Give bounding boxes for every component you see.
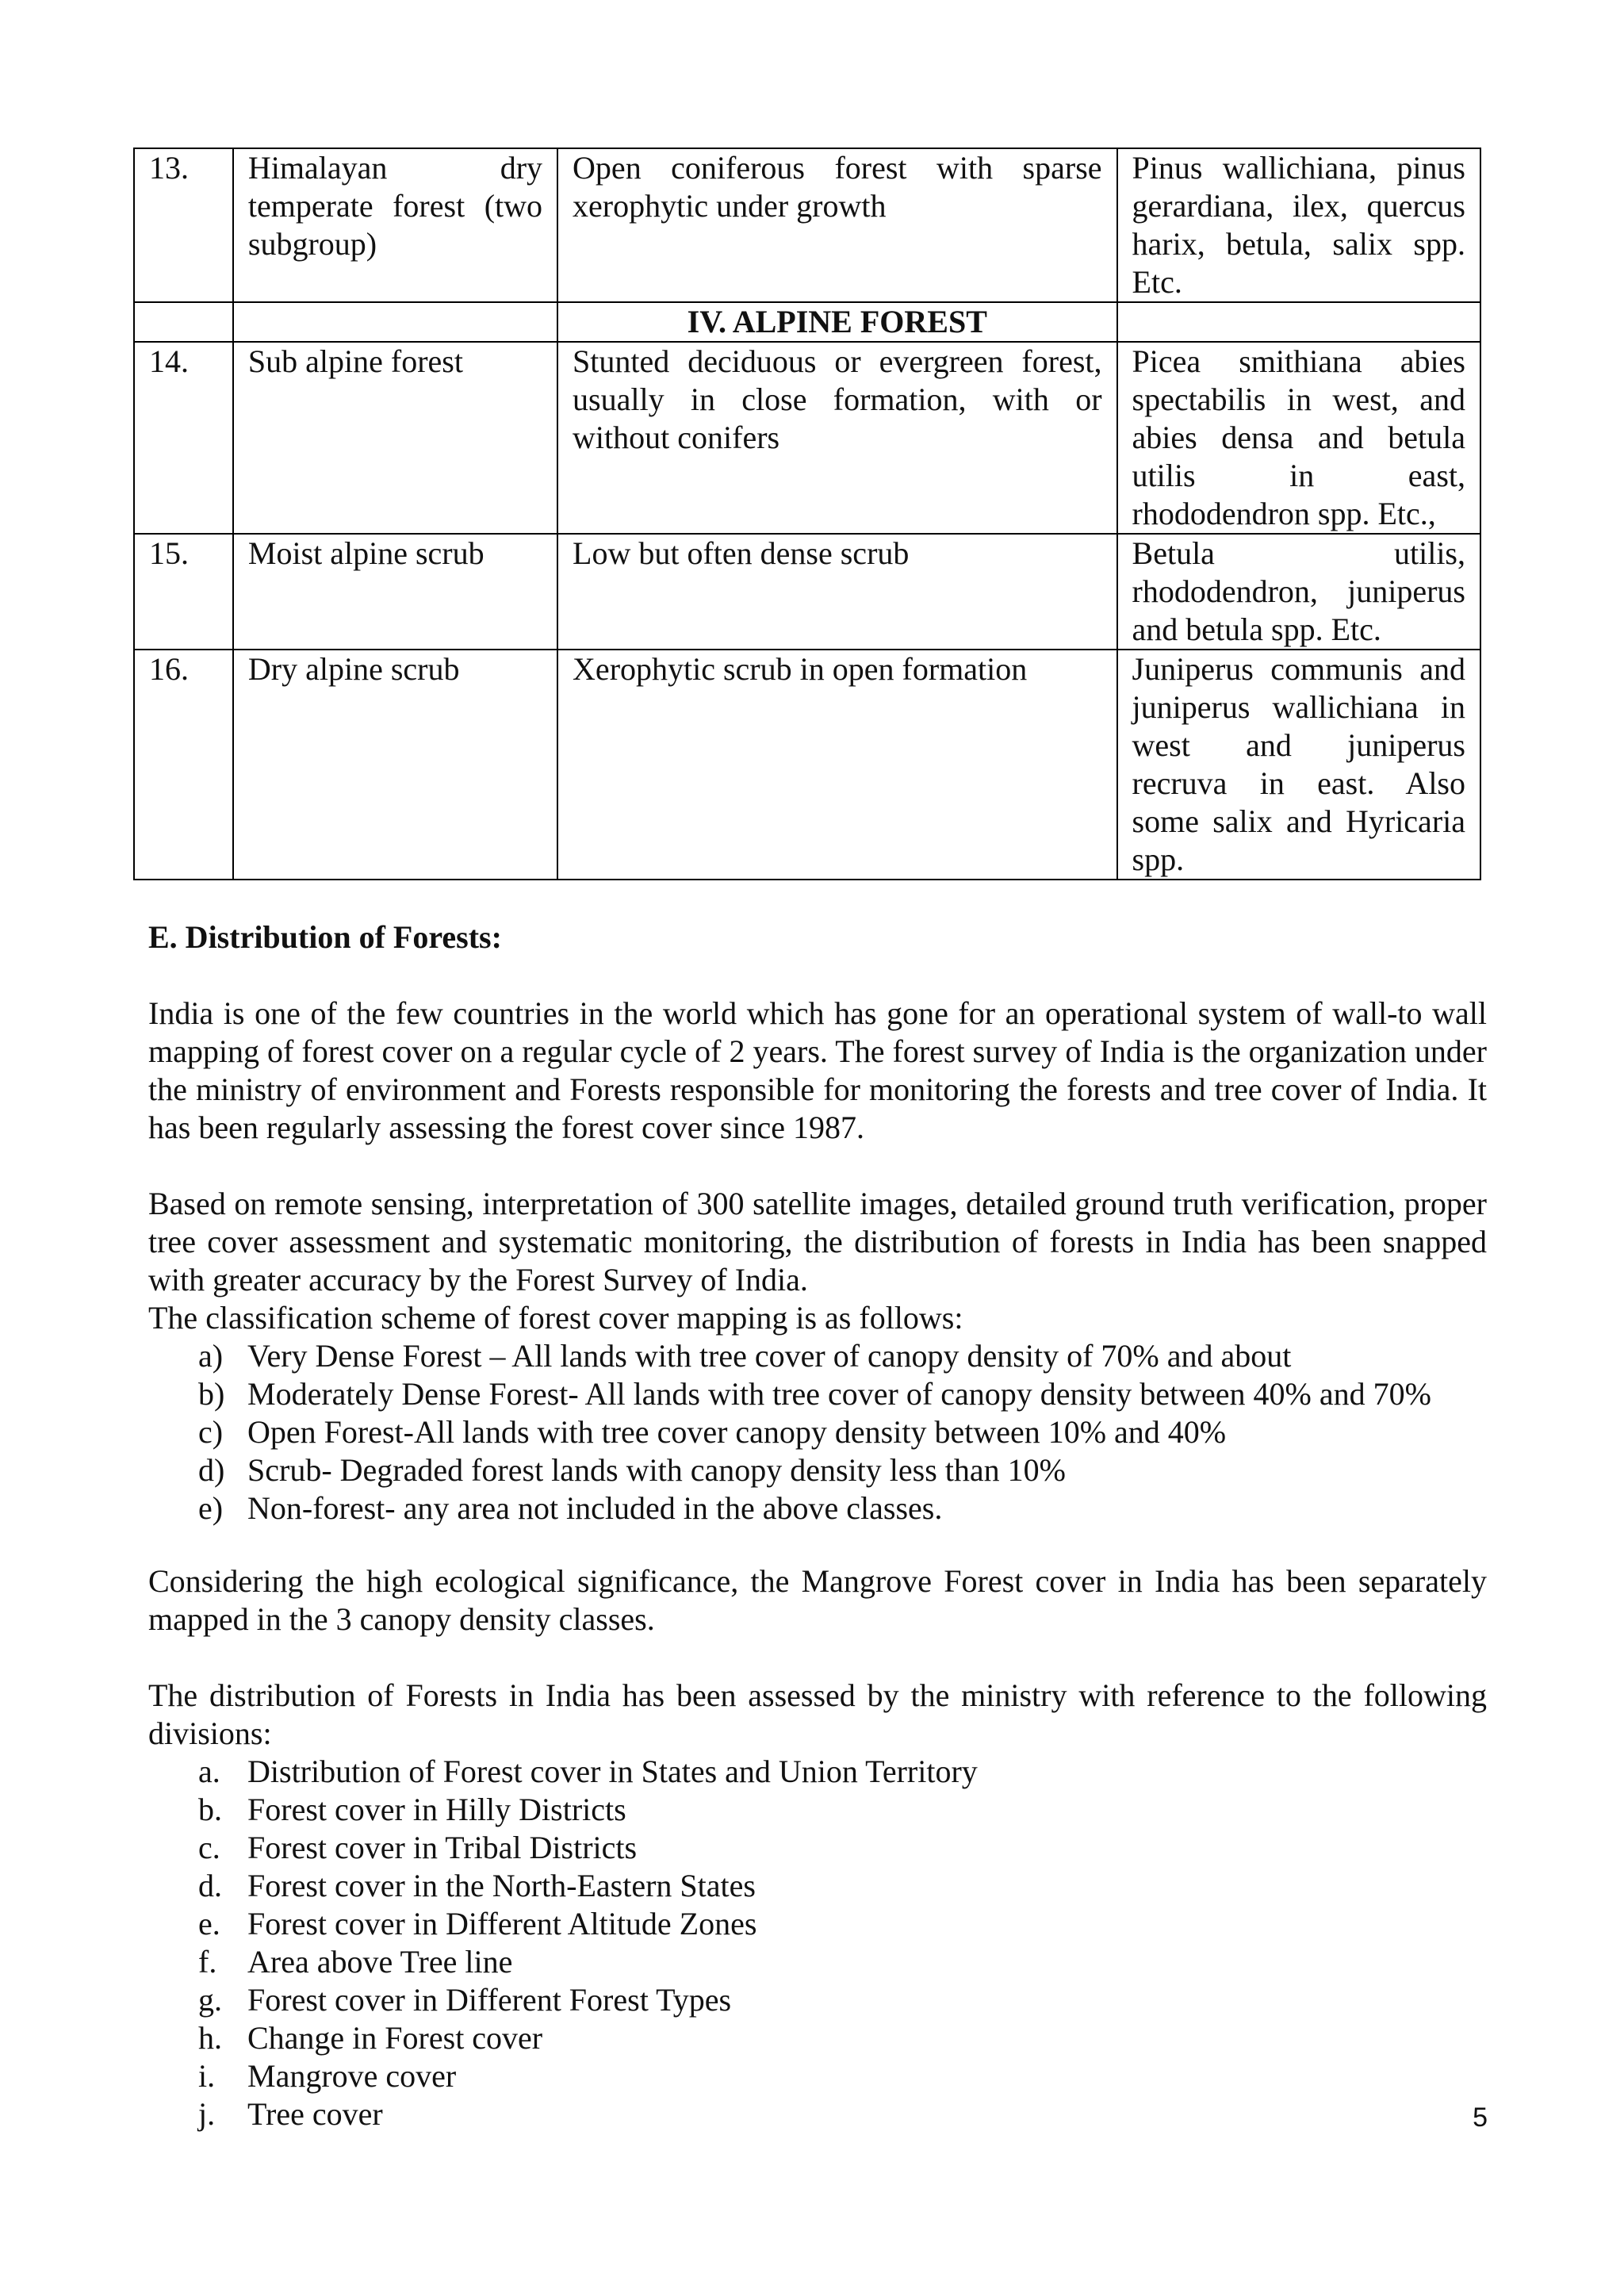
list-item-text: Tree cover — [247, 2096, 383, 2132]
list-item-text: Area above Tree line — [247, 1944, 513, 1980]
list-marker: h. — [198, 2020, 222, 2056]
table-row — [134, 534, 1480, 650]
forest-type-name: Sub alpine forest — [233, 342, 557, 534]
list-item-text: Change in Forest cover — [247, 2020, 543, 2056]
list-item-text: Distribution of Forest cover in States and Union Territory — [247, 1754, 978, 1789]
forest-type-name: Dry alpine scrub — [233, 650, 557, 880]
list-item-text: Forest cover in Tribal Districts — [247, 1830, 638, 1865]
section-heading: IV. ALPINE FOREST — [557, 302, 1116, 342]
list-item-text: Very Dense Forest – All lands with tree cover of canopy density of 70% and about — [247, 1338, 1292, 1374]
row-number: 16. — [134, 650, 233, 880]
paragraph-remote-sensing: Based on remote sensing, interpretation of 300 satellite images, detailed ground truth verification, proper tree cover assessment and systematic monitoring, the distribution of forests in India has been snapped with greater accuracy by the Forest Survey of India. — [148, 1186, 1487, 1297]
list-marker: g. — [198, 1982, 222, 2018]
list-marker: j. — [198, 2096, 216, 2132]
forest-species: Juniperus communis and juniperus wallichiana in west and juniperus recruva in east. Also some salix and Hyricaria spp. — [1117, 650, 1480, 880]
table-section-row — [134, 302, 1480, 342]
list-item-text: Non-forest- any area not included in the above classes. — [247, 1490, 943, 1526]
list-item-text: Forest cover in the North-Eastern States — [247, 1868, 756, 1903]
paragraph-wall-to-wall-mapping: India is one of the few countries in the world which has gone for an operational system of wall-to wall mapping of forest cover on a regular cycle of 2 years. The forest survey of India is the organization under the ministry of environment and Forests responsible for monitoring the forests and tree cover of India. It has been regularly assessing the forest cover since 1987. — [148, 995, 1487, 1145]
forest-type-name: Moist alpine scrub — [233, 534, 557, 650]
section-heading-distribution: E. Distribution of Forests: — [148, 919, 502, 955]
forest-description: Stunted deciduous or evergreen forest, usually in close formation, with or without conifers — [557, 342, 1116, 534]
list-marker: b. — [198, 1792, 222, 1827]
list-marker: c. — [198, 1830, 220, 1865]
paragraph-mangrove: Considering the high ecological significance, the Mangrove Forest cover in India has been separately mapped in the 3 canopy density classes. — [148, 1563, 1487, 1637]
list-item-text: Forest cover in Hilly Districts — [247, 1792, 626, 1827]
list-marker: a) — [198, 1338, 224, 1374]
list-marker: e) — [198, 1490, 224, 1526]
list-item-text: Scrub- Degraded forest lands with canopy density less than 10% — [247, 1452, 1066, 1488]
row-number: 13. — [134, 148, 233, 302]
table-row — [134, 650, 1480, 880]
forest-type-name: Himalayan dry temperate forest (two subgroup) — [233, 148, 557, 302]
list-marker: d) — [198, 1452, 225, 1488]
forest-species: Betula utilis, rhododendron, juniperus and betula spp. Etc. — [1117, 534, 1480, 650]
paragraph-divisions: The distribution of Forests in India has been assessed by the ministry with reference to the following divisions: — [148, 1677, 1487, 1751]
list-marker: c) — [198, 1414, 224, 1450]
page-number: 5 — [1473, 2102, 1488, 2133]
list-marker: f. — [198, 1944, 217, 1980]
classification-intro: The classification scheme of forest cover mapping is as follows: — [148, 1300, 963, 1336]
list-marker: b) — [198, 1376, 225, 1412]
forest-description: Open coniferous forest with sparse xerophytic under growth — [557, 148, 1116, 302]
table-row — [134, 342, 1480, 534]
forest-species: Picea smithiana abies spectabilis in west, and abies densa and betula utilis in east, rhododendron spp. Etc., — [1117, 342, 1480, 534]
list-item-text: Moderately Dense Forest- All lands with tree cover of canopy density between 40% and 70% — [247, 1376, 1431, 1412]
list-item-text: Open Forest-All lands with tree cover canopy density between 10% and 40% — [247, 1414, 1227, 1450]
row-number: 15. — [134, 534, 233, 650]
list-marker: d. — [198, 1868, 222, 1903]
list-item-text: Mangrove cover — [247, 2058, 457, 2094]
forest-types-table — [133, 148, 1481, 880]
list-item-text: Forest cover in Different Forest Types — [247, 1982, 732, 2018]
table-row — [134, 148, 1480, 302]
list-marker: e. — [198, 1906, 220, 1941]
forest-species: Pinus wallichiana, pinus gerardiana, ilex, quercus harix, betula, salix spp. Etc. — [1117, 148, 1480, 302]
list-marker: a. — [198, 1754, 220, 1789]
forest-description: Low but often dense scrub — [557, 534, 1116, 650]
row-number: 14. — [134, 342, 233, 534]
forest-description: Xerophytic scrub in open formation — [557, 650, 1116, 880]
list-marker: i. — [198, 2058, 216, 2094]
list-item-text: Forest cover in Different Altitude Zones — [247, 1906, 757, 1941]
